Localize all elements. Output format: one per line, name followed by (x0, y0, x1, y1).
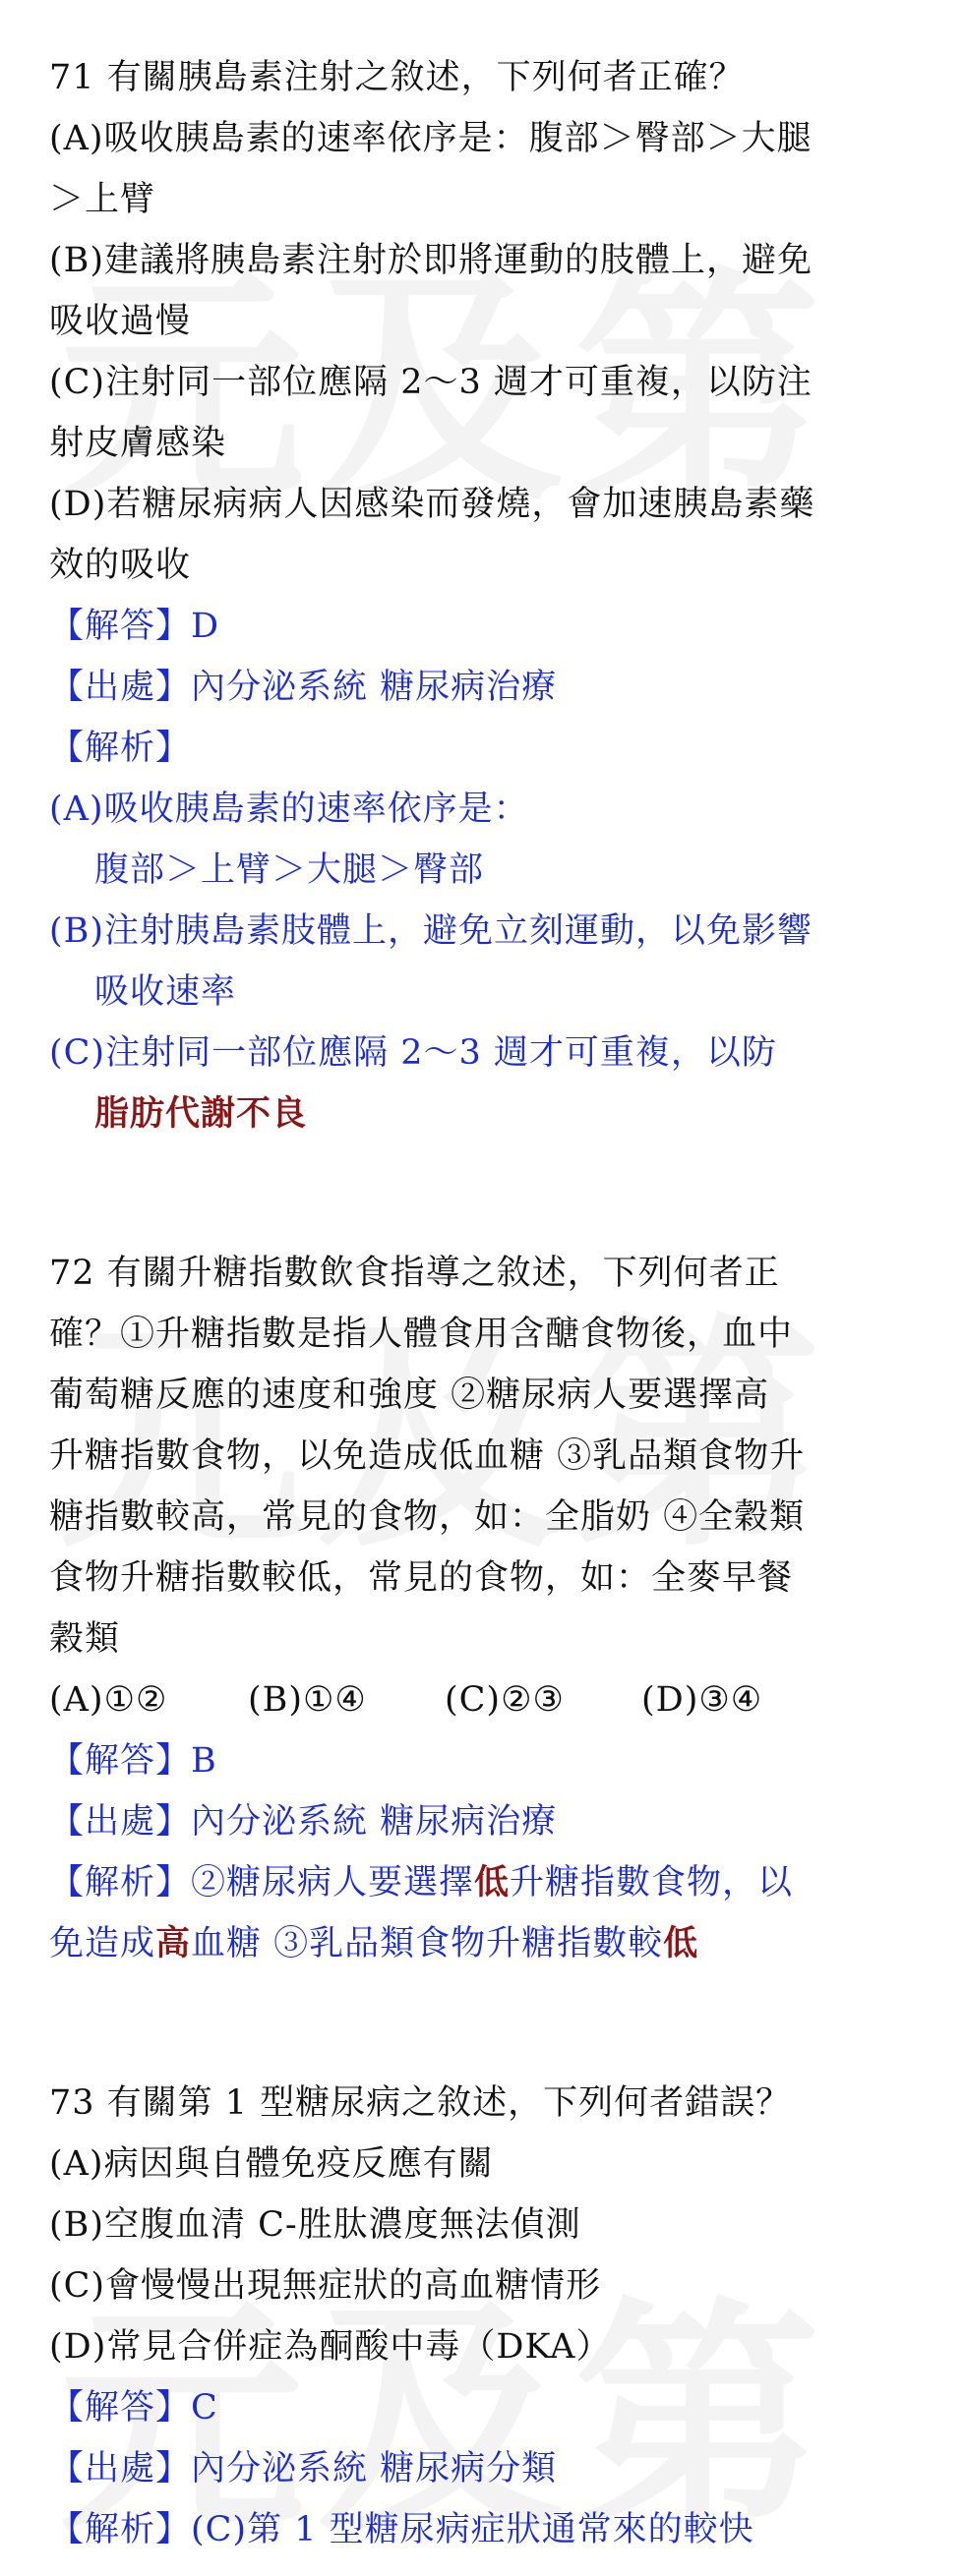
analysis-label: 【解析】 (49, 729, 192, 768)
question-stem: 73 有關第 1 型糖尿病之敘述，下列何者錯誤？ (49, 2083, 792, 2123)
analysis-highlight: 脂肪代謝不良 (94, 1093, 308, 1134)
option-a: (A)吸收胰島素的速率依序是：腹部＞臀部＞大腿 (49, 119, 813, 158)
analysis-line: 吸收速率 (94, 972, 237, 1012)
question-stem-cont: 升糖指數食物，以免造成低血糖 ③乳品類食物升 (49, 1436, 806, 1476)
option-a: (A)①② (49, 1680, 168, 1720)
option-d: (D)若糖尿病病人因感染而發燒，會加速胰島素藥 (49, 485, 815, 524)
answer-line: 【解答】C (49, 2388, 218, 2428)
source-line: 【出處】內分泌系統 糖尿病治療 (49, 1802, 558, 1842)
analysis-line (49, 1913, 698, 1974)
highlight-high: 高 (155, 1923, 192, 1963)
analysis-line: (B)注射胰島素肢體上，避免立刻運動，以免影響 (49, 911, 813, 951)
analysis-line (49, 1852, 793, 1913)
option-b: (B)建議將胰島素注射於即將運動的肢體上，避免 (49, 241, 813, 280)
answer-line: 【解答】D (49, 607, 220, 646)
analysis-text: 免造成 (49, 1924, 156, 1963)
option-a: (A)病因與自體免疫反應有關 (49, 2144, 494, 2184)
option-c: (C)注射同一部位應隔 2～3 週才可重複，以防注 (49, 363, 813, 402)
analysis-text: 血糖 ③乳品類食物升糖指數較 (191, 1924, 664, 1963)
option-b: (B)空腹血清 C-胜肽濃度無法偵測 (49, 2205, 581, 2245)
option-b: (B)①④ (248, 1680, 367, 1720)
option-c: (C)會慢慢出現無症狀的高血糖情形 (49, 2266, 602, 2306)
option-c-cont: 射皮膚感染 (49, 424, 227, 463)
question-stem-cont: 葡萄糖反應的速度和強度 ②糖尿病人要選擇高 (49, 1376, 770, 1415)
analysis-text: 【解析】②糖尿病人要選擇 (49, 1863, 475, 1903)
option-d-cont: 效的吸收 (49, 546, 192, 585)
option-a-cont: ＞上臂 (49, 180, 156, 219)
option-c: (C)②③ (445, 1680, 565, 1720)
question-stem: 72 有關升糖指數飲食指導之敘述，下列何者正 (49, 1254, 780, 1293)
analysis-line: (A)吸收胰島素的速率依序是： (49, 790, 529, 829)
analysis-line: 腹部＞上臂＞大腿＞臀部 (94, 850, 485, 890)
question-stem: 71 有關胰島素注射之敘述，下列何者正確？ (49, 58, 745, 97)
option-b-cont: 吸收過慢 (49, 302, 192, 341)
source-line: 【出處】內分泌系統 糖尿病治療 (49, 668, 558, 707)
analysis-text: 升糖指數食物，以 (510, 1863, 794, 1903)
question-stem-cont: 食物升糖指數較低，常見的食物，如：全麥早餐 (49, 1558, 794, 1598)
option-d: (D)常見合併症為酮酸中毒（DKA） (49, 2327, 612, 2367)
analysis-line: 【解析】(C)第 1 型糖尿病症狀通常來的較快 (49, 2510, 754, 2549)
answer-line: 【解答】B (49, 1741, 217, 1781)
option-d: (D)③④ (641, 1680, 763, 1720)
highlight-low: 低 (663, 1923, 699, 1963)
analysis-line: (C)注射同一部位應隔 2～3 週才可重複，以防 (49, 1033, 777, 1073)
highlight-low: 低 (474, 1862, 511, 1903)
question-stem-cont: 穀類 (49, 1619, 121, 1659)
question-stem-cont: 糖指數較高，常見的食物，如：全脂奶 ④全穀類 (49, 1497, 806, 1537)
source-line: 【出處】內分泌系統 糖尿病分類 (49, 2449, 558, 2488)
options-row (49, 1669, 762, 1730)
question-stem-cont: 確？①升糖指數是指人體食用含醣食物後，血中 (49, 1315, 794, 1354)
